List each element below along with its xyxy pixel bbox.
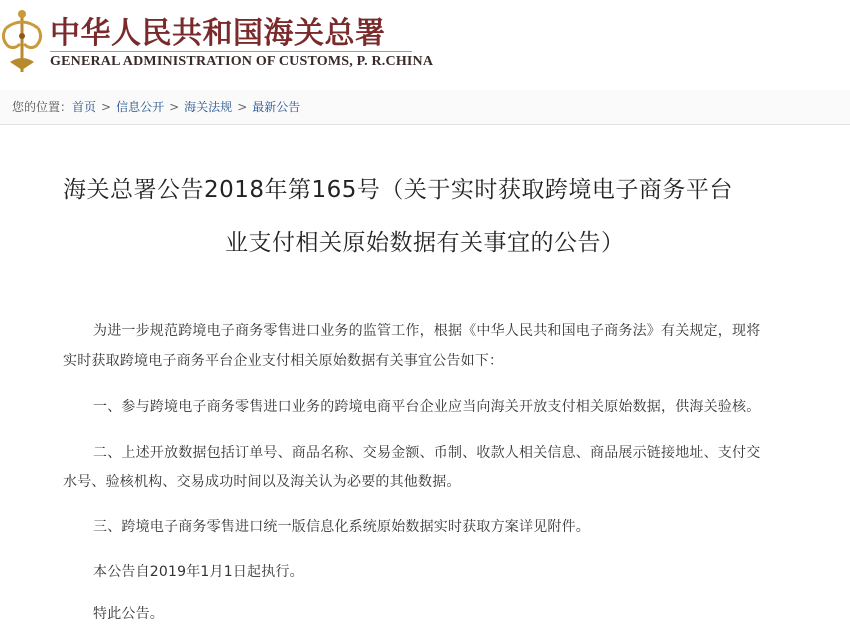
breadcrumb-separator: > bbox=[237, 100, 248, 114]
article-paragraph-closing: 特此公告。 bbox=[93, 606, 164, 622]
breadcrumb-link-home[interactable]: 首页 bbox=[72, 100, 97, 114]
breadcrumb-separator: > bbox=[101, 100, 112, 114]
site-title-en: GENERAL ADMINISTRATION OF CUSTOMS, P. R.CHINA bbox=[50, 54, 434, 69]
breadcrumb bbox=[0, 90, 850, 125]
site-header bbox=[0, 0, 850, 86]
header-divider bbox=[50, 51, 412, 52]
article-content bbox=[0, 125, 850, 627]
article-paragraph-intro-1: 为进一步规范跨境电子商务零售进口业务的监管工作，根据《中华人民共和国电子商务法》有关规定，现将 bbox=[93, 323, 761, 339]
article-paragraph-item-2b: 水号、验核机构、交易成功时间以及海关认为必要的其他数据。 bbox=[63, 474, 461, 490]
customs-emblem-icon bbox=[0, 6, 44, 76]
breadcrumb-link-latest-announcements[interactable]: 最新公告 bbox=[252, 100, 301, 114]
site-title-cn: 中华人民共和国海关总署 bbox=[50, 16, 386, 51]
article-title-line-1: 海关总署公告2018年第165号（关于实时获取跨境电子商务平台 bbox=[63, 177, 733, 203]
article-paragraph-item-1: 一、参与跨境电子商务零售进口业务的跨境电商平台企业应当向海关开放支付相关原始数据，供海关验核。 bbox=[93, 399, 761, 415]
breadcrumb-link-customs-regulations[interactable]: 海关法规 bbox=[184, 100, 233, 114]
article-paragraph-effective-date: 本公告自2019年1月1日起执行。 bbox=[93, 564, 304, 580]
article-paragraph-item-2a: 二、上述开放数据包括订单号、商品名称、交易金额、币制、收款人相关信息、商品展示链接地址、支付交 bbox=[93, 445, 761, 461]
article-paragraph-intro-2: 实时获取跨境电子商务平台企业支付相关原始数据有关事宜公告如下： bbox=[63, 353, 504, 369]
article-title-line-2: 业支付相关原始数据有关事宜的公告） bbox=[225, 230, 625, 256]
article-paragraph-item-3: 三、跨境电子商务零售进口统一版信息化系统原始数据实时获取方案详见附件。 bbox=[93, 519, 590, 535]
breadcrumb-prefix: 您的位置： bbox=[12, 100, 73, 114]
breadcrumb-link-info-disclosure[interactable]: 信息公开 bbox=[116, 100, 165, 114]
breadcrumb-separator: > bbox=[169, 100, 180, 114]
